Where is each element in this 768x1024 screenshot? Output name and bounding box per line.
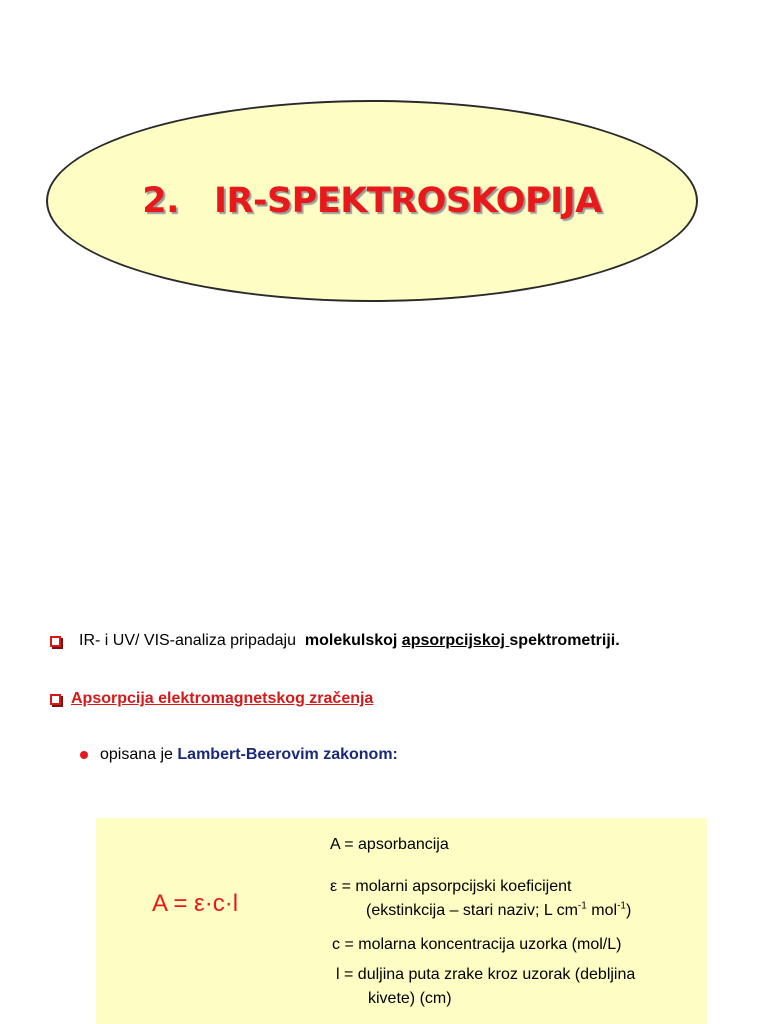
bullet-1-bold: molekulskoj (304, 632, 402, 649)
epsilon-detail-end: ) (625, 902, 632, 919)
definition-epsilon-detail (366, 902, 631, 920)
slide-title (142, 181, 601, 221)
epsilon-detail-mid: mol (586, 902, 618, 919)
definition-path-length-cont: kivete) (cm) (368, 990, 452, 1007)
lambert-beer-formula: A = ε·c·l (152, 890, 239, 917)
bullet-item-1 (50, 632, 620, 650)
checkbox-icon (50, 694, 61, 705)
formula-box (96, 818, 707, 1024)
definition-concentration: c = molarna koncentracija uzorka (mol/L) (332, 936, 622, 953)
definition-epsilon: ε = molarni apsorpcijski koeficijent (330, 878, 572, 895)
title-number: 2. (142, 181, 179, 221)
bullet-1-underlined: apsorpcijskoj (401, 632, 510, 649)
definition-absorbance: A = apsorbancija (330, 836, 449, 853)
bullet-1-prefix: IR- i UV/ VIS-analiza pripadaju (79, 632, 305, 649)
definition-path-length: l = duljina puta zrake kroz uzorak (debljina (336, 966, 636, 983)
sub-bullet-highlight: Lambert-Beerovim zakonom: (177, 746, 398, 763)
bullet-item-2 (50, 690, 373, 708)
bullet-1-end: spektrometriji. (509, 632, 620, 649)
epsilon-detail-prefix: (ekstinkcija – stari naziv; L cm (366, 902, 578, 919)
checkbox-icon (50, 636, 61, 647)
bullet-2-heading: Apsorpcija elektromagnetskog zračenja (71, 690, 374, 707)
epsilon-sup-1: -1 (577, 900, 587, 912)
title-text: IR-SPEKTROSKOPIJA (213, 181, 602, 221)
epsilon-sup-2: -1 (617, 900, 626, 912)
dot-icon (80, 751, 88, 759)
sub-bullet-item (80, 746, 398, 764)
title-ellipse (46, 100, 698, 302)
sub-bullet-prefix: opisana je (100, 746, 178, 763)
